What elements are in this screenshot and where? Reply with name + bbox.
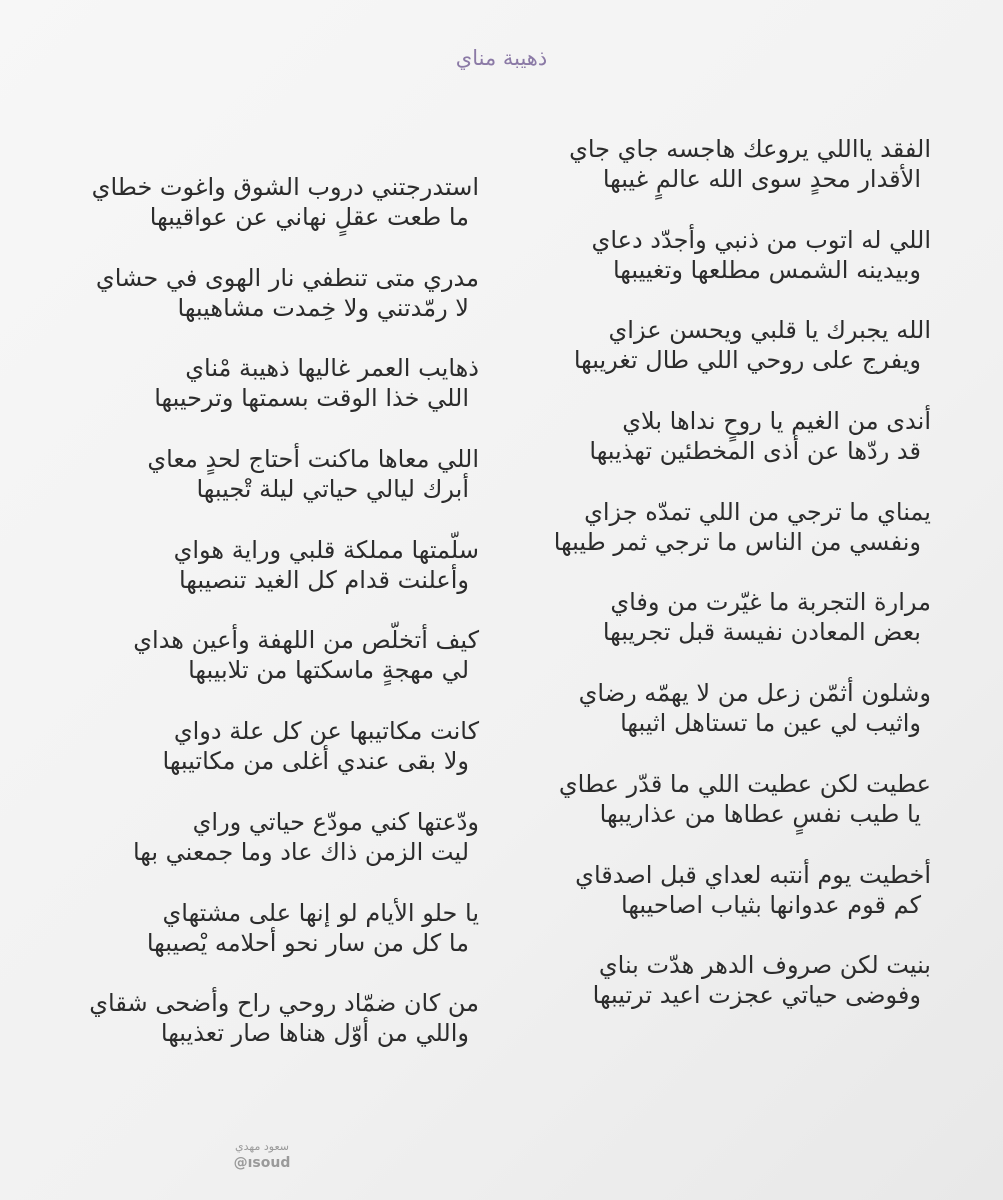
stanza: [491, 225, 931, 316]
signature-name: سعود مهدي: [235, 1140, 289, 1153]
verse-line: ما طعت عقلٍ نهاني عن عواقيبها: [149, 203, 469, 231]
stanza: [491, 950, 931, 1041]
verse-line: وأعلنت قدام كل الغيد تنصيبها: [178, 565, 469, 594]
verse-line: الأقدار محدٍ سوى الله عالمٍ غيبها: [602, 165, 921, 193]
verse-line: واثيب لي عين ما تستاهل اثيبها: [620, 709, 921, 738]
stanza: [491, 497, 931, 588]
verse-line: مدري متى تنطفي نار الهوى في حشاي: [95, 263, 479, 292]
verse-line: استدرجتني دروب الشوق واغوت خطاي: [91, 173, 479, 201]
poem-title: ذهيبة مناي: [455, 46, 548, 70]
verse-line: كيف أتخلّص من اللهفة وأعين هداي: [133, 626, 479, 655]
verse-line: يا حلو الأيام لو إنها على مشتهاي: [162, 898, 479, 927]
verse-line: يمناي ما ترجي من اللي تمدّه جزاي: [584, 497, 931, 526]
verse-line: لي مهجةٍ ماسكتها من تلابيبها: [188, 656, 469, 685]
stanza: [39, 444, 479, 535]
verse-line: قد ردّها عن أذى المخطئين تهذيبها: [589, 437, 921, 466]
verse-line: ويفرج على روحي اللي طال تغريبها: [573, 346, 921, 375]
verse-line: الله يجبرك يا قلبي ويحسن عزاي: [608, 316, 931, 345]
left-column: [39, 172, 479, 1079]
stanza: [491, 860, 931, 951]
verse-line: وشلون أثمّن زعل من لا يهمّه رضاي: [578, 679, 931, 708]
verse-line: بعض المعادن نفيسة قبل تجريبها: [602, 618, 921, 647]
verse-line: كانت مكاتيبها عن كل علة دواي: [173, 717, 479, 746]
stanza: [39, 807, 479, 898]
stanza: [39, 263, 479, 354]
stanza: [39, 172, 479, 263]
right-column: [491, 134, 931, 1041]
verse-line: عطيت لكن عطيت اللي ما قدّر عطاي: [558, 769, 931, 798]
verse-line: أندى من الغيم يا روحٍ نداها بلاي: [622, 407, 931, 436]
stanza: [491, 587, 931, 678]
verse-line: ونفسي من الناس ما ترجي ثمر طيبها: [553, 527, 921, 556]
stanza: [39, 625, 479, 716]
verse-line: اللي معاها ماكنت أحتاج لحدٍ معاي: [147, 445, 479, 474]
verse-line: من كان ضمّاد روحي راح وأضحى شقاي: [89, 989, 479, 1018]
verse-line: ليت الزمن ذاك عاد وما جمعني بها: [132, 837, 469, 866]
stanza: [39, 353, 479, 444]
signature-handle: @ısoud: [233, 1155, 291, 1171]
signature: [232, 1140, 292, 1172]
verse-line: يا طيب نفسٍ عطاها من عذاريبها: [599, 799, 921, 828]
verse-line: وفوضى حياتي عجزت اعيد ترتيبها: [592, 981, 921, 1010]
verse-line: كم قوم عدوانها بثياب اصاحيبها: [621, 890, 921, 919]
verse-line: اللي له اتوب من ذنبي وأجدّد دعاي: [591, 225, 931, 254]
verse-line: مرارة التجربة ما غيّرت من وفاي: [610, 588, 931, 617]
stanza: [491, 769, 931, 860]
verse-line: ولا بقى عندي أغلى من مكاتيبها: [162, 747, 469, 776]
stanza: [491, 134, 931, 225]
verse-line: أخطيت يوم أنتبه لعداي قبل اصدقاي: [575, 860, 931, 889]
verse-line: ما كل من سار نحو أحلامه يْصيبها: [146, 928, 469, 957]
verse-line: سلّمتها مملكة قلبي وراية هواي: [173, 535, 479, 564]
stanza: [39, 988, 479, 1079]
verse-line: ذهايب العمر غاليها ذهيبة مْناي: [185, 354, 479, 383]
stanza: [491, 315, 931, 406]
stanza: [491, 406, 931, 497]
verse-line: واللي من أوّل هناها صار تعذيبها: [160, 1019, 469, 1048]
stanza: [39, 535, 479, 626]
verse-line: اللي خذا الوقت بسمتها وترحيبها: [154, 384, 469, 413]
stanza: [39, 898, 479, 989]
verse-line: لا رمّدتني ولا خِمدت مشاهيبها: [177, 293, 469, 322]
verse-line: الفقد يااللي يروعك هاجسه جاي جاي: [569, 135, 931, 163]
stanza: [491, 678, 931, 769]
verse-line: بنيت لكن صروف الدهر هدّت بناي: [598, 951, 931, 980]
stanza: [39, 716, 479, 807]
verse-line: ودّعتها كني مودّع حياتي وراي: [192, 807, 479, 836]
verse-line: وبيدينه الشمس مطلعها وتغييبها: [612, 255, 921, 284]
verse-line: أبرك ليالي حياتي ليلة تْجيبها: [196, 475, 469, 504]
